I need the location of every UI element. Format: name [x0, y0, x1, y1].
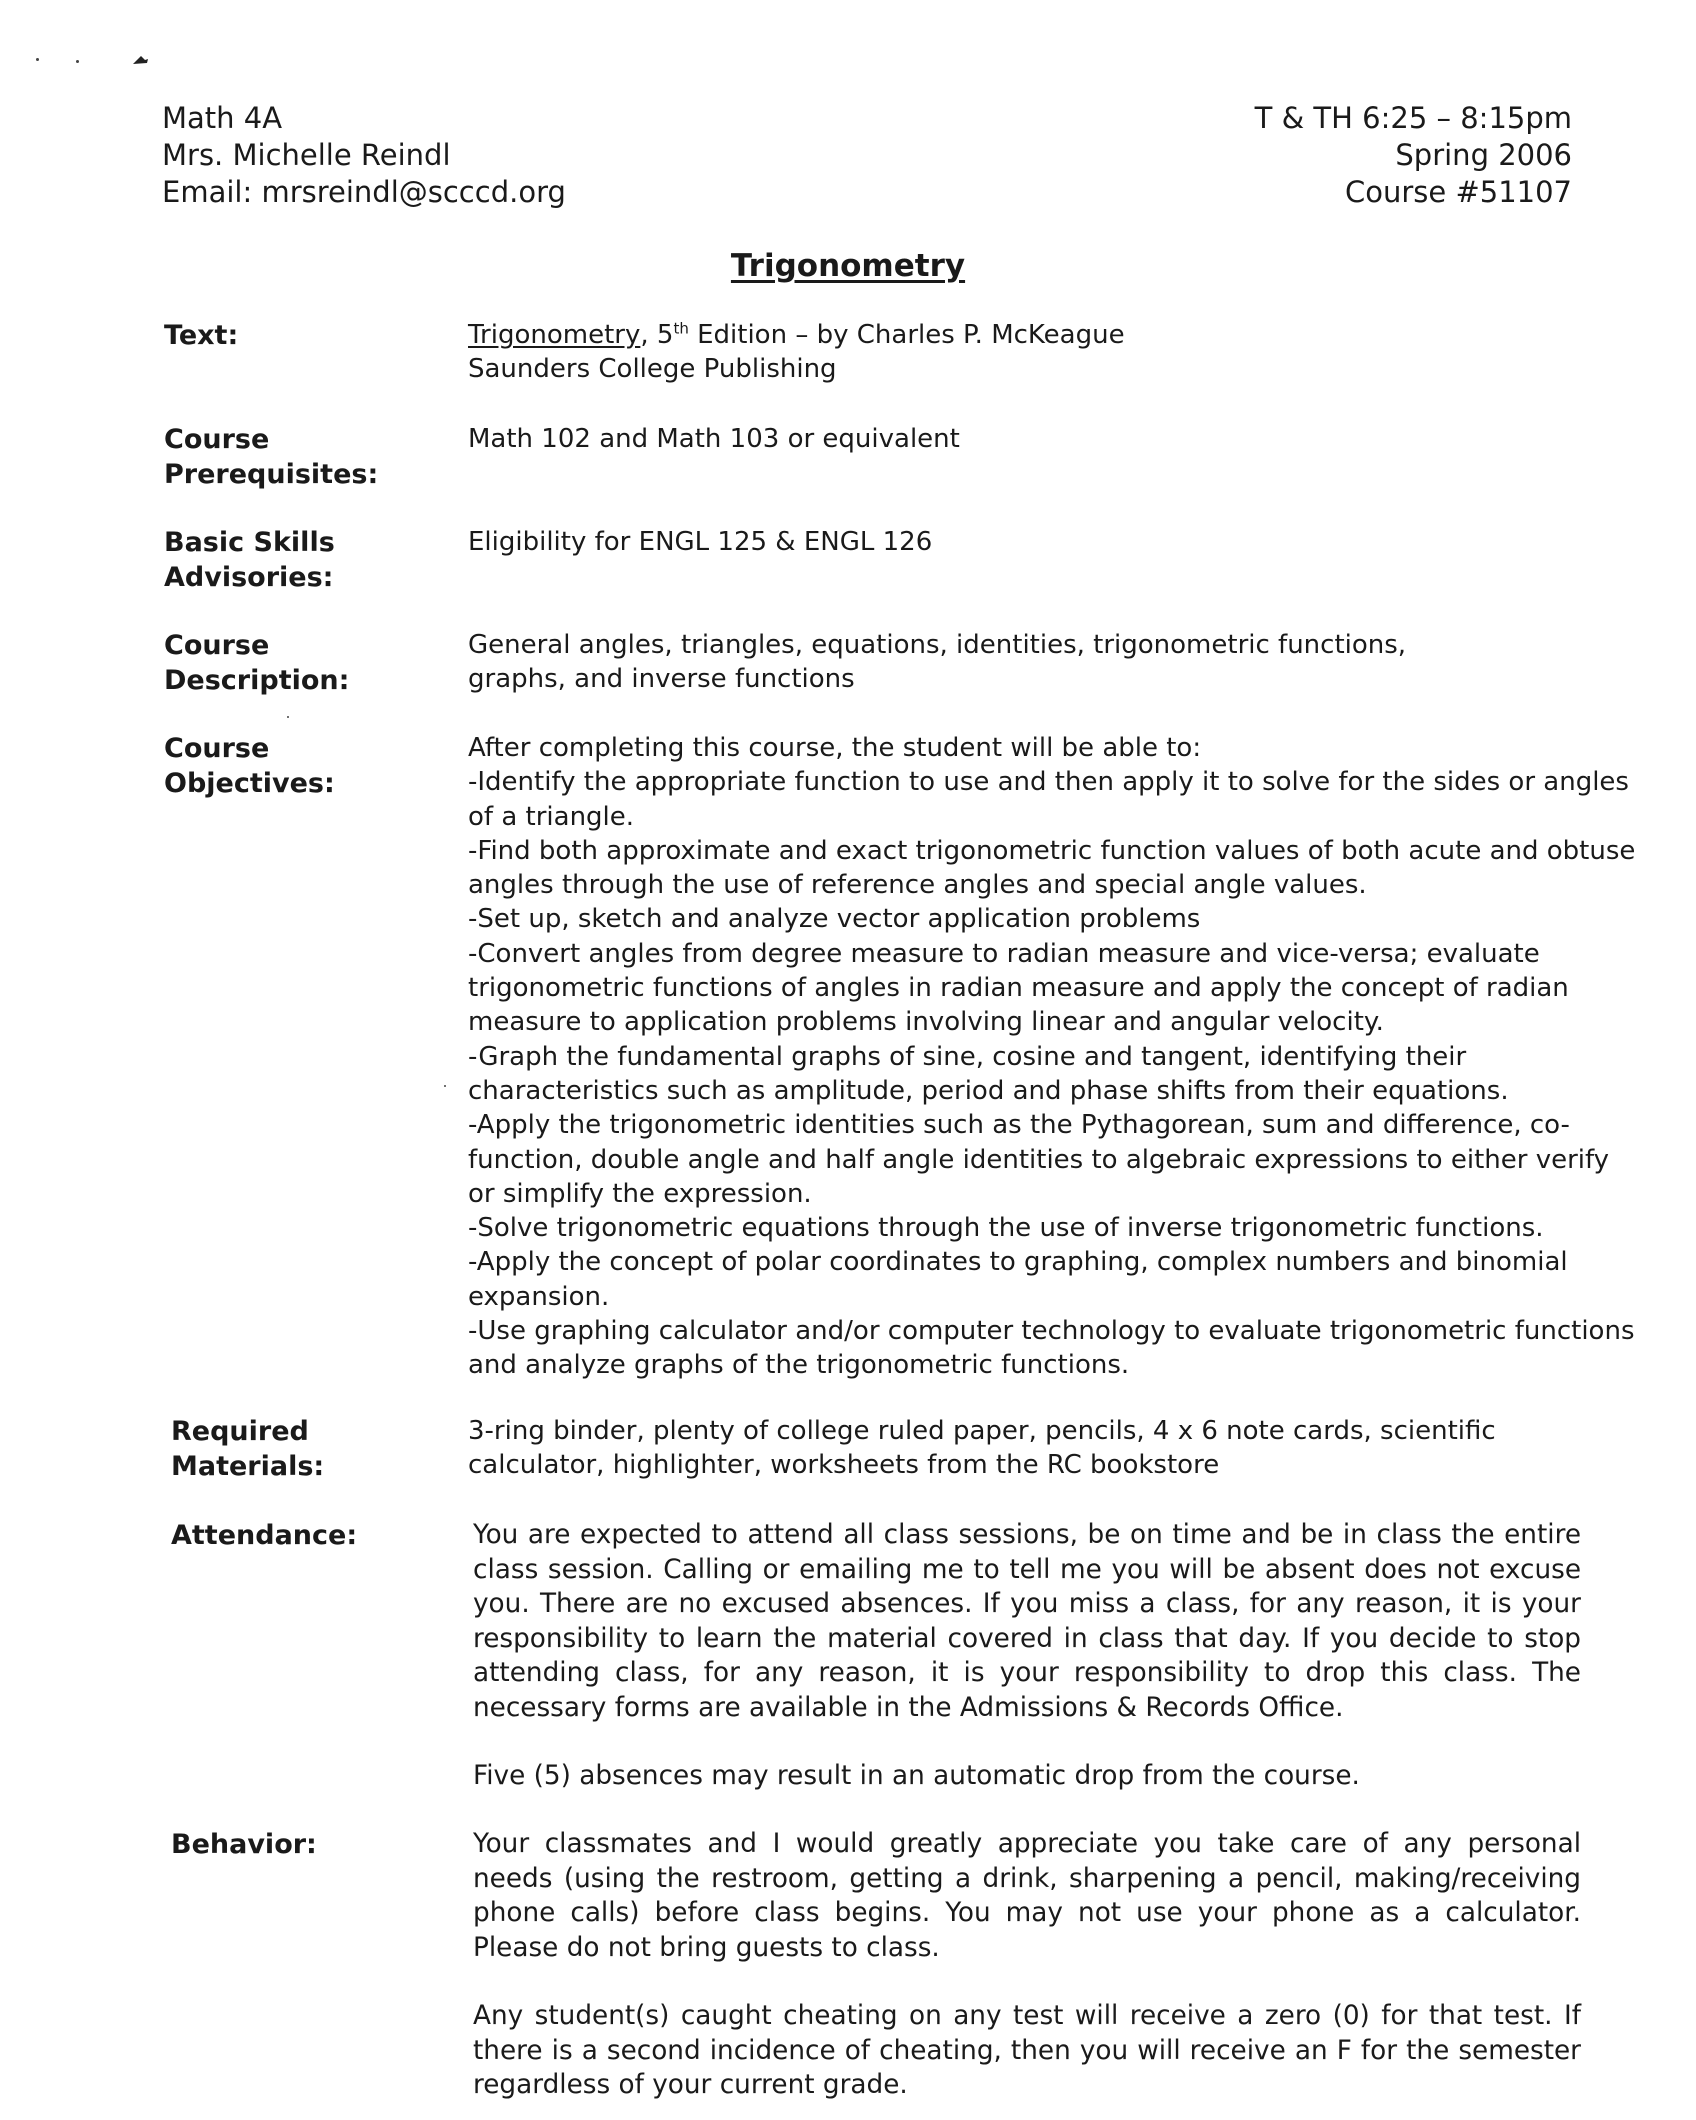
semester: Spring 2006 [1395, 138, 1572, 172]
list-item: -Convert angles from degree measure to radian measure and vice-versa; evaluate [468, 938, 1540, 969]
course-header-left [162, 100, 566, 211]
list-item: function, double angle and half angle identities to algebraic expressions to either verify [468, 1144, 1610, 1175]
list-item: -Use graphing calculator and/or computer technology to evaluate trigonometric functions [468, 1316, 1635, 1347]
list-item: measure to application problems involving linear and angular velocity. [468, 1007, 1384, 1038]
scan-speck [287, 716, 289, 718]
list-item: -Apply the concept of polar coordinates to graphing, complex numbers and binomial [468, 1247, 1568, 1278]
list-item: angles through the use of reference angles and special angle values. [468, 870, 1367, 901]
prerequisites-text: Math 102 and Math 103 or equivalent [468, 424, 960, 454]
list-item: -Apply the trigonometric identities such as the Pythagorean, sum and difference, co- [468, 1110, 1570, 1141]
list-item: -Find both approximate and exact trigonometric function values of both acute and obtuse [468, 835, 1636, 866]
attendance-text [473, 1518, 1581, 1794]
course-header-right [1255, 100, 1572, 211]
section-label: Behavior: [171, 1829, 317, 1860]
list-item: or simplify the expression. [468, 1178, 812, 1209]
scan-mark-icon [132, 54, 156, 66]
attendance-policy: You are expected to attend all class sessions, be on time and be in class the entire class session. Calling or emailing me to tell me you will be absent does not excuse you. There are no excused absences. If you miss a class, for any reason, it is your responsibility to learn the material covered in class that day. If you decide to stop attending class, for any reason, it is your responsibility to drop this class. The necessary forms are available in the Admissions & Records Office. [473, 1520, 1581, 1723]
absence-limit: Five (5) absences may result in an automatic drop from the course. [473, 1761, 1360, 1791]
list-item: -Graph the fundamental graphs of sine, cosine and tangent, identifying their [468, 1041, 1467, 1072]
cheating-policy: Any student(s) caught cheating on any test will receive a zero (0) for that test. If there is a second incidence of cheating, then you will receive an F for the semester regardless of your current grade. [473, 2001, 1581, 2100]
section-label: Attendance: [171, 1520, 358, 1551]
instructor-email: Email: mrsreindl@scccd.org [162, 175, 566, 209]
advisories-text: Eligibility for ENGL 125 & ENGL 126 [468, 527, 933, 557]
course-number: Course #51107 [1344, 175, 1572, 209]
scan-speck [444, 1085, 446, 1087]
list-item: -Identify the appropriate function to use and then apply it to solve for the sides or angles [468, 767, 1629, 798]
personal-needs-policy: Your classmates and I would greatly appreciate you take care of any personal needs (using the restroom, getting a drink, sharpening a pencil, making/receiving phone calls) before class begins. You may not use your phone as a calculator. Please do not bring guests to class. [473, 1829, 1581, 1963]
class-schedule: T & TH 6:25 – 8:15pm [1254, 101, 1572, 135]
section-label: Course Prerequisites: [164, 424, 379, 490]
materials-text: 3-ring binder, plenty of college ruled paper, pencils, 4 x 6 note cards, scientific calculator, highlighter, worksheets from the RC bookstore [468, 1416, 1496, 1481]
list-item: characteristics such as amplitude, period and phase shifts from their equations. [468, 1075, 1509, 1106]
textbook-title: Trigonometry [468, 320, 641, 350]
list-item: -Set up, sketch and analyze vector application problems [468, 904, 1201, 935]
instructor-name: Mrs. Michelle Reindl [162, 138, 451, 172]
section-label: Required Materials: [171, 1416, 325, 1482]
section-label: Course Description: [164, 630, 350, 696]
list-item: After completing this course, the student will be able to: [468, 733, 1202, 763]
textbook-publisher: Saunders College Publishing [468, 354, 837, 385]
list-item: expansion. [468, 1281, 610, 1312]
textbook-info: Trigonometry, 5th Edition – by Charles P. McKeague Saunders College Publishing [468, 318, 1588, 387]
description-text: General angles, triangles, equations, identities, trigonometric functions, graphs, and inverse functions [468, 630, 1407, 695]
list-item: of a triangle. [468, 801, 635, 832]
section-label: Text: [164, 320, 239, 351]
behavior-text [473, 1827, 1581, 2103]
section-label: Course Objectives: [164, 733, 335, 799]
objectives-list [468, 731, 1636, 1383]
course-code: Math 4A [162, 101, 283, 135]
list-item: -Solve trigonometric equations through the use of inverse trigonometric functions. [468, 1213, 1544, 1244]
section-label: Basic Skills Advisories: [164, 527, 335, 593]
list-item: trigonometric functions of angles in radian measure and apply the concept of radian [468, 973, 1569, 1004]
scan-speck [36, 58, 39, 61]
list-item: and analyze graphs of the trigonometric functions. [468, 1350, 1130, 1381]
scan-speck [76, 60, 79, 63]
page-title: Trigonometry [730, 248, 966, 284]
